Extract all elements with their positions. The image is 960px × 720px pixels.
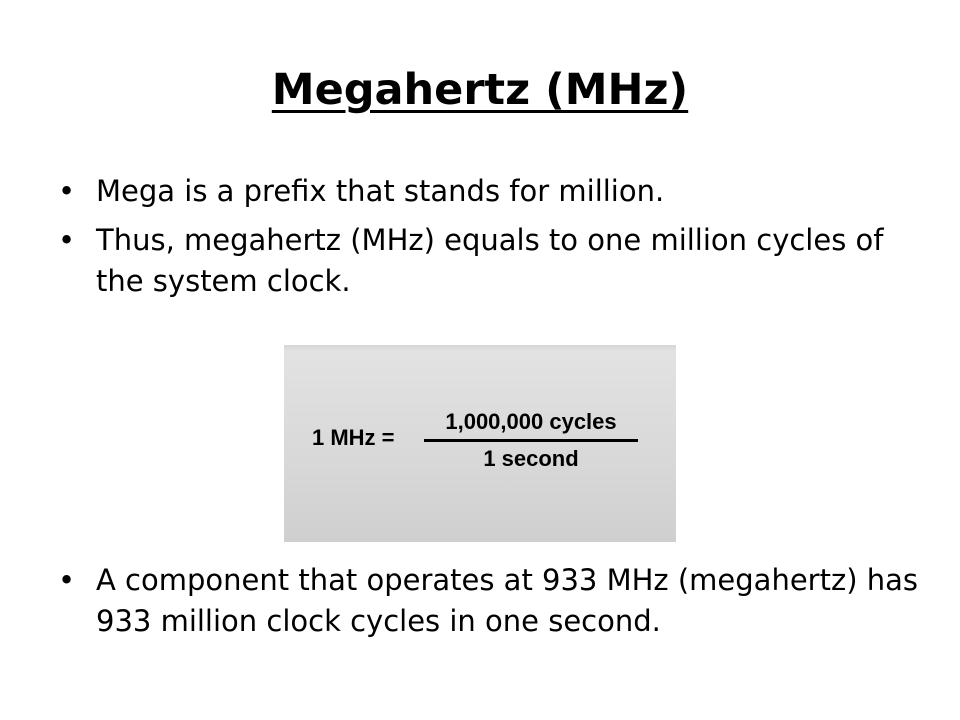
bullet-text: A component that operates at 933 MHz (megahertz) has 933 million clock cycles in one second. [96, 563, 918, 638]
bullet-list-bottom [58, 560, 918, 650]
slide-title: Megahertz (MHz) [271, 65, 689, 115]
bullet-marker: • [58, 563, 76, 597]
formula-lhs: 1 MHz = [312, 425, 395, 450]
bullet-text: Mega is a prefix that stands for million. [96, 174, 665, 208]
bullet-text: Thus, megahertz (MHz) equals to one million cycles of the system clock. [96, 223, 884, 298]
bullet-item [58, 560, 918, 642]
fraction-bar [424, 439, 638, 442]
formula-image [284, 345, 676, 542]
bullet-marker: • [58, 174, 76, 208]
bullet-item [58, 220, 918, 302]
bullet-marker: • [58, 223, 76, 257]
bullet-list-top [58, 171, 918, 310]
formula-numerator: 1,000,000 cycles [445, 409, 617, 434]
formula-denominator: 1 second [483, 446, 579, 471]
bullet-item [58, 171, 918, 212]
